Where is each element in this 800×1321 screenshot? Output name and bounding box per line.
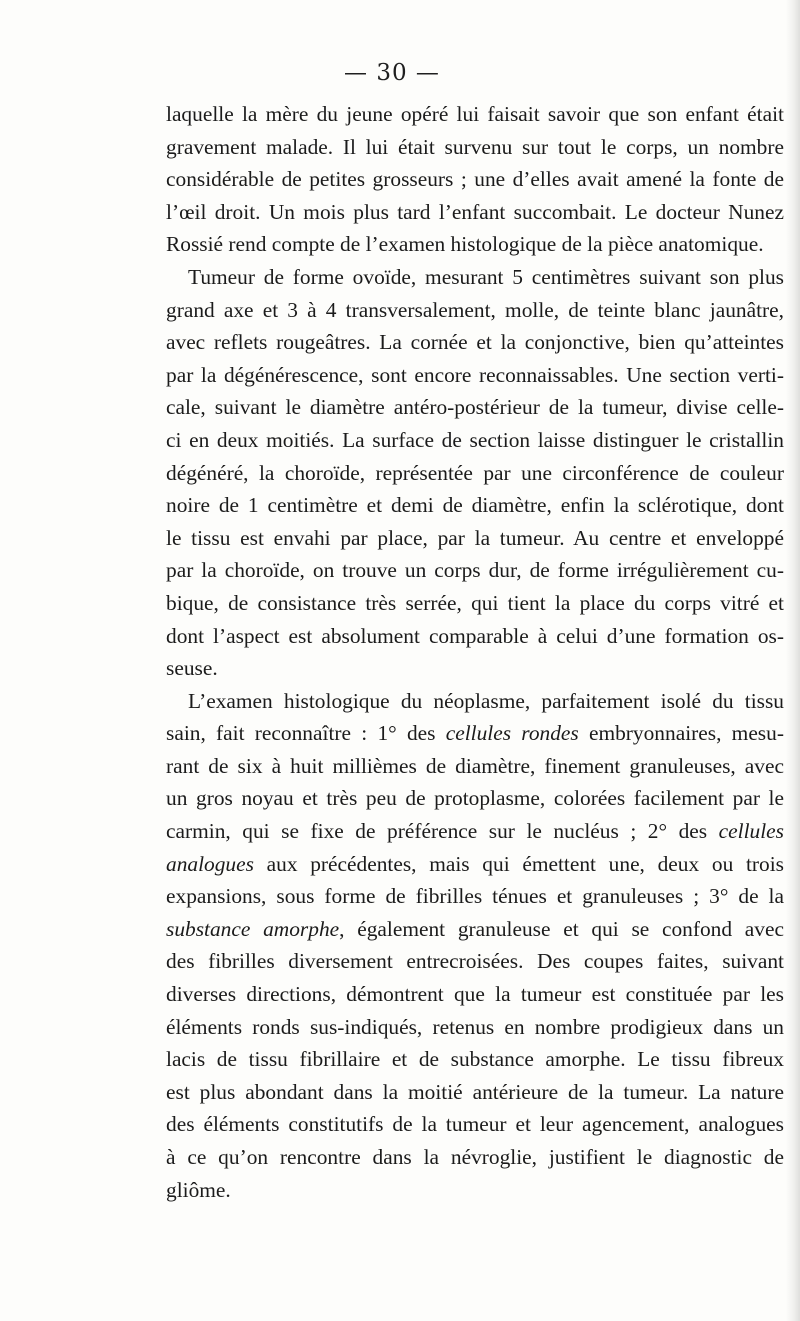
text-run: embryonnaires, mesu- [588, 721, 784, 746]
text-line: expansions, sous forme de fibrilles ténues et granuleuses ; 3° de la [166, 884, 784, 909]
text-line: par la choroïde, on trouve un corps dur, de forme irrégulièrement cu- [166, 558, 784, 583]
page-edge-shadow [786, 0, 800, 1321]
text-line: avec reflets rougeâtres. La cornée et la conjonctive, bien qu’atteintes [166, 330, 784, 355]
body-text [166, 98, 784, 1206]
text-line: Tumeur de forme ovoïde, mesurant 5 centimètres suivant son plus [188, 264, 784, 289]
text-line: dont l’aspect est absolument comparable à celui d’une formation os- [166, 623, 784, 648]
text-line: diverses directions, démontrent que la tumeur est constituée par les [166, 982, 784, 1007]
text-run: carmin, qui se fixe de préférence sur le nucléus ; 2° des [166, 819, 708, 844]
text-line: par la dégénérescence, sont encore reconnaissables. Une section verti- [166, 362, 784, 387]
text-line: cale, suivant le diamètre antéro-postérieur de la tumeur, divise celle- [166, 395, 784, 420]
italic-term-cellules-rondes: cellules rondes [445, 721, 579, 746]
text-line: considérable de petites grosseurs ; une d’elles avait amené la fonte de [166, 167, 784, 192]
text-line: éléments ronds sus-indiqués, retenus en nombre prodigieux dans un [166, 1014, 784, 1039]
italic-term-substance-amorphe: substance amorphe [166, 916, 340, 941]
text-line: ci en deux moitiés. La surface de section laisse distinguer le cristallin [166, 427, 784, 452]
text-line: le tissu est envahi par place, par la tumeur. Au centre et enveloppé [166, 525, 784, 550]
text-line [166, 815, 784, 848]
text-line: laquelle la mère du jeune opéré lui faisait savoir que son enfant était [166, 102, 784, 126]
text-line: l’œil droit. Un mois plus tard l’enfant succombait. Le docteur Nunez [166, 199, 784, 224]
text-line: lacis de tissu fibrillaire et de substance amorphe. Le tissu fibreux [166, 1047, 784, 1072]
text-line: gravement malade. Il lui était survenu sur tout le corps, un nombre [166, 134, 784, 159]
text-line: à ce qu’on rencontre dans la névroglie, justifient le diagnostic de [166, 1145, 784, 1169]
text-line: gliôme. [166, 1177, 231, 1202]
italic-term-analogues: analogues [166, 851, 254, 876]
text-line: dégénéré, la choroïde, représentée par une circonférence de couleur [166, 460, 784, 485]
text-line [166, 848, 784, 881]
text-line [166, 913, 784, 946]
text-line: rant de six à huit millièmes de diamètre, finement granuleuses, avec [166, 753, 784, 778]
text-line: des éléments constitutifs de la tumeur et leur agencement, analogues [166, 1112, 784, 1137]
text-run: aux précédentes, mais qui émettent une, deux ou trois [266, 851, 784, 876]
text-run: sain, fait reconnaître : 1° des [166, 721, 436, 746]
text-line: L’examen histologique du néoplasme, parfaitement isolé du tissu [188, 688, 784, 713]
text-line: est plus abondant dans la moitié antérieure de la tumeur. La nature [166, 1079, 784, 1104]
text-line: Rossié rend compte de l’examen histologique de la pièce anatomique. [166, 232, 764, 257]
text-run: , également granuleuse et qui se confond avec [339, 916, 784, 941]
text-line: des fibrilles diversement entrecroisées. Des coupes faites, suivant [166, 949, 784, 974]
text-line [166, 717, 784, 750]
text-line: bique, de consistance très serrée, qui tient la place du corps vitré et [166, 590, 784, 615]
text-line: un gros noyau et très peu de protoplasme, colorées facilement par le [166, 786, 784, 811]
text-line: noire de 1 centimètre et demi de diamètre, enfin la sclérotique, dont [166, 493, 784, 518]
italic-term-cellules: cellules [718, 819, 784, 844]
text-line: grand axe et 3 à 4 transversalement, molle, de teinte blanc jaunâtre, [166, 297, 784, 322]
text-line: seuse. [166, 656, 218, 681]
page-number: — 30 — [344, 60, 440, 86]
